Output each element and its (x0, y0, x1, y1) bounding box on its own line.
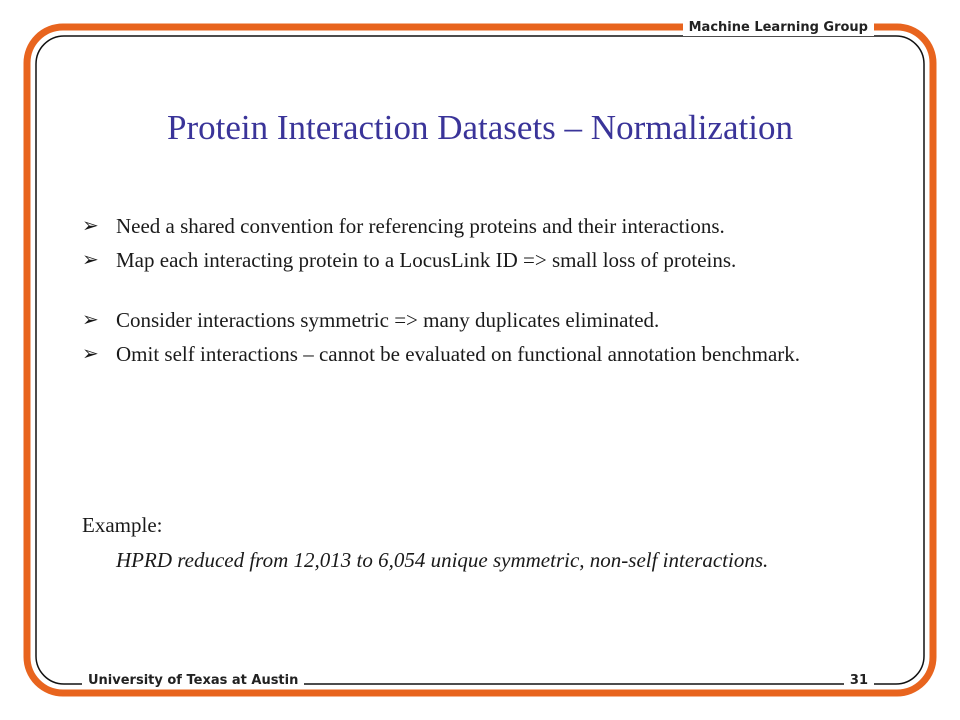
arrow-bullet-icon: ➢ (82, 215, 99, 237)
bullet-item (82, 247, 872, 273)
bullet-text: Need a shared convention for referencing proteins and their interactions. (116, 214, 725, 238)
bullet-text: Map each interacting protein to a LocusLink ID => small loss of proteins. (116, 248, 737, 272)
example-label: Example: (82, 513, 163, 537)
bullet-list (82, 213, 872, 375)
page-number: 31 (844, 673, 874, 689)
arrow-bullet-icon: ➢ (82, 343, 99, 365)
arrow-bullet-icon: ➢ (82, 249, 99, 271)
arrow-bullet-icon: ➢ (82, 309, 99, 331)
slide-title: Protein Interaction Datasets – Normalization (167, 108, 793, 147)
bullet-item (82, 307, 872, 333)
footer-institution: University of Texas at Austin (82, 673, 304, 689)
bullet-text: Omit self interactions – cannot be evaluated on functional annotation benchmark. (116, 342, 801, 366)
header-group-label: Machine Learning Group (683, 20, 874, 36)
bullet-item (82, 213, 872, 239)
bullet-item (82, 341, 872, 367)
example-text: HPRD reduced from 12,013 to 6,054 unique symmetric, non-self interactions. (116, 548, 769, 572)
bullet-text: Consider interactions symmetric => many duplicates eliminated. (116, 308, 660, 332)
